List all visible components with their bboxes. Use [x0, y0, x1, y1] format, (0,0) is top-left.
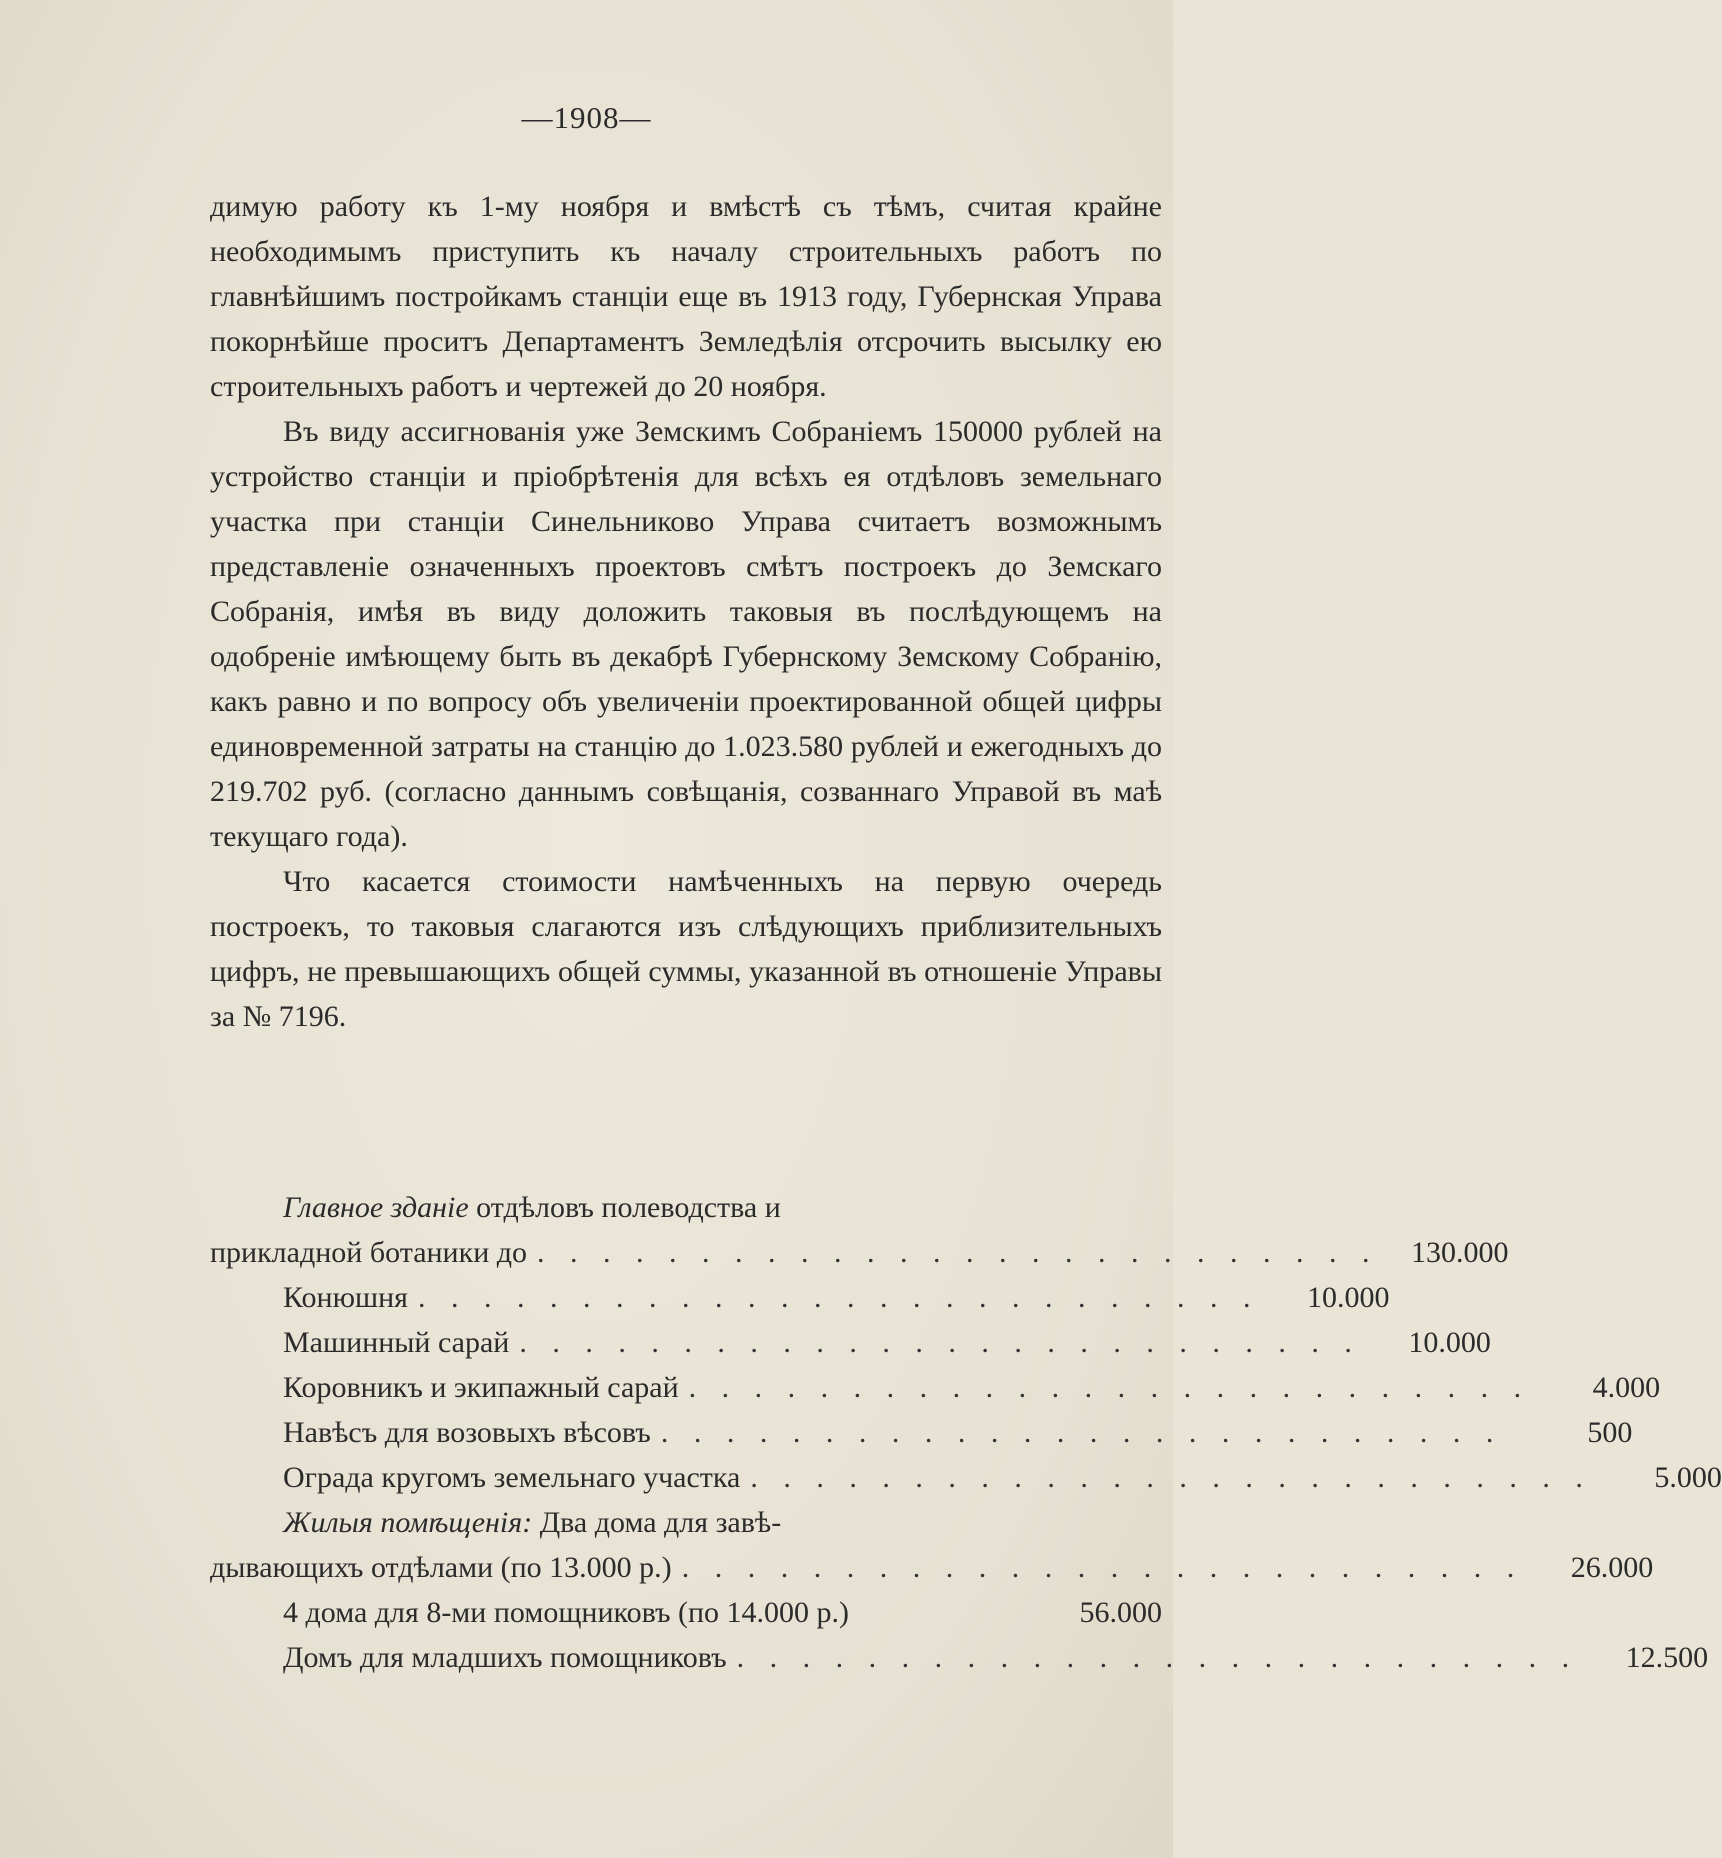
ledger-item-housing-rest: Два дома для завѣ- [532, 1506, 782, 1539]
paragraph-1: димую работу къ 1-му ноября и вмѣстѣ съ тѣмъ, считая крайне необходимымъ приступить къ началу строительныхъ работъ по главнѣйшимъ постройкамъ станціи еще въ 1913 году, Губернская Управа покорнѣйше проситъ Департаментъ Земледѣлія отсрочить высылку ею строительныхъ работъ и чертежей до 20 ноября. [210, 190, 1162, 403]
ledger-item-label: Домъ для младшихъ помощниковъ [283, 1641, 727, 1674]
ledger-item-amount: 5.000 [1654, 1461, 1722, 1494]
leader-dots: . . . . . . . . . . . . . . . . . . . . . . . . . . [537, 1236, 1379, 1269]
ledger-item-amount: 130.000 [1411, 1236, 1509, 1269]
body-text [210, 184, 1162, 1039]
cost-ledger [210, 1185, 1722, 1680]
ledger-row [210, 1545, 1654, 1590]
leader-dots: . . . . . . . . . . . . . . . . . . . . . . . . . . [681, 1551, 1524, 1584]
ledger-item-amount: 12.500 [1625, 1641, 1709, 1674]
paragraph-3: Что касается стоимости намѣченныхъ на первую очередь построекъ, то таковыя слагаются изъ слѣдующихъ приблизительныхъ цифръ, не превышающихъ общей суммы, указанной въ отношеніе Управы за № 7196. [210, 865, 1162, 1033]
leader-dots: . . . . . . . . . . . . . . . . . . . . . . . . . . [688, 1371, 1531, 1404]
ledger-row [210, 1365, 1661, 1410]
ledger-row [210, 1635, 1709, 1680]
ledger-row [210, 1410, 1633, 1455]
leader-dots: . . . . . . . . . . . . . . . . . . . . . . . . . . [519, 1326, 1361, 1359]
leader-dots: . . . . . . . . . . . . . . . . . . . . . . . . . . [660, 1416, 1503, 1449]
ledger-item-label: прикладной ботаники до [210, 1236, 528, 1269]
ledger-item-label: 4 дома для 8-ми помощниковъ (по 14.000 р.) [283, 1596, 850, 1629]
ledger-item-amount: 10.000 [1306, 1281, 1390, 1314]
ledger-item-main-building-italic: Главное зданіе [283, 1191, 469, 1224]
ledger-item-label: Конюшня [283, 1281, 408, 1314]
ledger-item-housing-italic: Жилыя помѣщенія: [283, 1506, 533, 1539]
ledger-item-label: Ограда кругомъ земельнаго участка [283, 1461, 741, 1494]
ledger-row [210, 1320, 1491, 1365]
leader-dots: . . . . . . . . . . . . . . . . . . . . . . . . . . [736, 1641, 1579, 1674]
ledger-item-main-building-rest: отдѣловъ полеводства и [468, 1191, 781, 1224]
ledger-item-amount: 10.000 [1408, 1326, 1491, 1359]
leader-dots: . . . . . . . . . . . . . . . . . . . . . . . . . . [417, 1281, 1260, 1314]
ledger-row [210, 1275, 1390, 1320]
ledger-row [210, 1230, 1509, 1275]
ledger-item-housing-heading [210, 1500, 1162, 1545]
page-number: —1908— [521, 100, 652, 135]
ledger-item-amount: 26.000 [1570, 1551, 1654, 1584]
leader-dots: . . . . . . . . . . . . . . . . . . . . . . . . . . [750, 1461, 1592, 1494]
ledger-item-label: Навѣсъ для возовыхъ вѣсовъ [283, 1416, 651, 1449]
ledger-item-amount: 56.000 [1079, 1596, 1162, 1629]
ledger-item-main-building-heading [210, 1185, 1162, 1230]
ledger-item-amount: 4.000 [1592, 1371, 1661, 1404]
ledger-item-label: дывающихъ отдѣлами (по 13.000 р.) [210, 1551, 672, 1584]
ledger-row [210, 1455, 1722, 1500]
ledger-row [210, 1590, 1162, 1635]
ledger-item-label: Коровникъ и экипажный сарай [283, 1371, 679, 1404]
paragraph-2: Въ виду ассигнованія уже Земскимъ Собраніемъ 150000 рублей на устройство станціи и пріобрѣтенія для всѣхъ ея отдѣловъ земельнаго участка при станціи Синельниково Управа считаетъ возможнымъ представленіе означенныхъ проектовъ смѣтъ построекъ до Земскаго Собранія, имѣя въ виду доложить таковыя въ послѣдующемъ на одобреніе имѣющему быть въ декабрѣ Губернскому Земскому Собранію, какъ равно и по вопросу объ увеличеніи проектированной общей цифры единовременной затраты на станцію до 1.023.580 рублей и ежегодныхъ до 219.702 руб. (согласно даннымъ совѣщанія, созваннаго Управой въ маѣ текущаго года). [210, 415, 1162, 853]
ledger-item-amount: 500 [1587, 1416, 1633, 1449]
ledger-item-label: Машинный сарай [283, 1326, 510, 1359]
